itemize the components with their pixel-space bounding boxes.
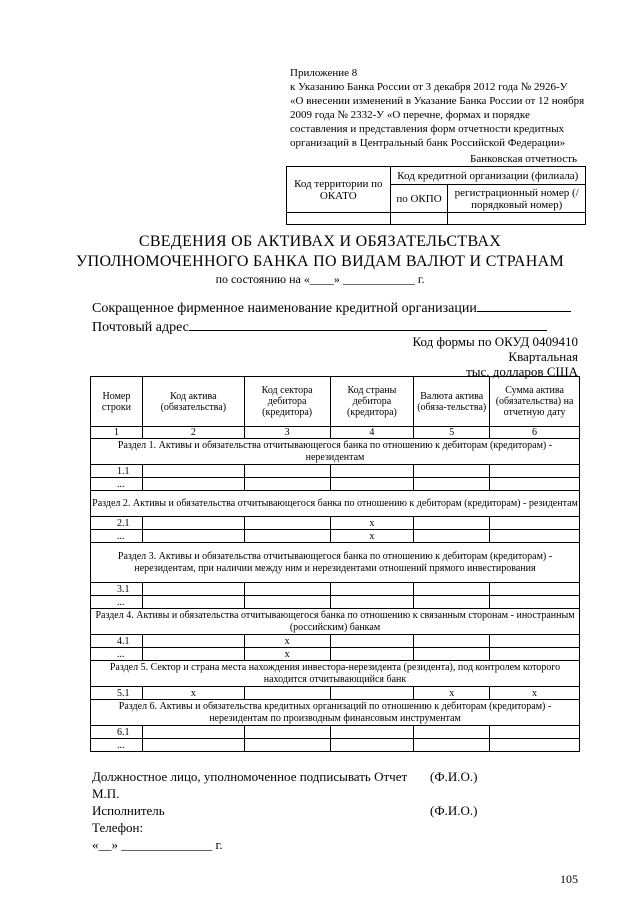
header-cell: Код сектора дебитора (кредитора): [244, 377, 330, 427]
title-line-1: СВЕДЕНИЯ ОБ АКТИВАХ И ОБЯЗАТЕЛЬСТВАХ: [138, 233, 502, 250]
table-cell[interactable]: [142, 635, 244, 648]
okud-code: Код формы по ОКУД 0409410: [412, 334, 578, 349]
col-number: 6: [490, 427, 580, 439]
territory-code-header: Код территории по ОКАТО: [287, 167, 391, 213]
table-cell[interactable]: [244, 465, 330, 478]
column-number-row: [91, 427, 580, 439]
executor-fio: (Ф.И.О.): [430, 803, 478, 818]
appendix-line: 2009 года № 2332-У «О перечне, формах и порядке: [290, 109, 530, 121]
official-fio: (Ф.И.О.): [430, 769, 478, 784]
table-row: [91, 635, 580, 648]
table-cell[interactable]: x: [414, 687, 490, 700]
units-label: тыс. долларов США: [466, 364, 578, 379]
table-cell[interactable]: [414, 739, 490, 752]
table-cell[interactable]: [490, 583, 580, 596]
row-number: 3.1: [91, 583, 143, 596]
table-cell[interactable]: [330, 739, 414, 752]
org-code-header: Код кредитной организации (филиала): [390, 167, 585, 185]
executor-label: Исполнитель: [92, 803, 165, 818]
section-title-row: [91, 491, 580, 517]
row-number: ...: [91, 596, 143, 609]
address-label: Почтовый адрес: [92, 320, 189, 335]
signature-date: «__» ______________ г.: [92, 837, 223, 852]
reg-number-cell[interactable]: [448, 213, 586, 225]
header-cell: Код актива (обязательства): [142, 377, 244, 427]
table-row: [91, 478, 580, 491]
header-cell: Номер строки: [91, 377, 143, 427]
page-number: 105: [560, 872, 578, 886]
appendix-header: [290, 66, 610, 150]
table-cell[interactable]: [244, 530, 330, 543]
table-cell[interactable]: [142, 583, 244, 596]
okpo-header: по ОКПО: [390, 185, 448, 213]
as-of-date: по состоянию на «____» ____________ г.: [215, 272, 425, 286]
table-cell[interactable]: [414, 517, 490, 530]
row-number: 6.1: [91, 726, 143, 739]
table-cell[interactable]: [330, 596, 414, 609]
table-cell[interactable]: [330, 635, 414, 648]
address-field[interactable]: [189, 317, 547, 331]
table-cell[interactable]: [330, 648, 414, 661]
bank-reporting-label: Банковская отчетность: [470, 153, 578, 165]
table-cell[interactable]: [142, 465, 244, 478]
document-title: [0, 232, 640, 272]
table-cell[interactable]: [414, 596, 490, 609]
table-cell[interactable]: [414, 465, 490, 478]
table-row: [91, 596, 580, 609]
table-cell[interactable]: [490, 635, 580, 648]
reg-number-header: регистрационный номер (/порядковый номер): [448, 185, 586, 213]
okpo-cell[interactable]: [390, 213, 448, 225]
section-title-row: [91, 661, 580, 687]
header-cell: Код страны дебитора (кредитора): [330, 377, 414, 427]
main-table: [90, 376, 580, 752]
table-cell[interactable]: x: [142, 687, 244, 700]
row-number: ...: [91, 478, 143, 491]
table-row: [91, 530, 580, 543]
org-name-label: Сокращенное фирменное наименование кредитной организации: [92, 301, 477, 316]
table-row: [91, 648, 580, 661]
table-cell[interactable]: [330, 726, 414, 739]
section-title-row: [91, 700, 580, 726]
header-cell: Сумма актива (обязательства) на отчетную дату: [490, 377, 580, 427]
table-cell[interactable]: [490, 478, 580, 491]
table-cell[interactable]: [490, 530, 580, 543]
table-cell[interactable]: [142, 530, 244, 543]
stamp-label: М.П.: [92, 786, 120, 801]
table-cell[interactable]: x: [490, 687, 580, 700]
territory-code-cell[interactable]: [287, 213, 391, 225]
table-cell[interactable]: [490, 648, 580, 661]
col-number: 3: [244, 427, 330, 439]
table-row: [91, 739, 580, 752]
codes-table: [286, 166, 586, 225]
table-cell[interactable]: x: [244, 635, 330, 648]
table-cell[interactable]: [244, 583, 330, 596]
table-cell[interactable]: [414, 478, 490, 491]
table-cell[interactable]: [244, 739, 330, 752]
table-cell[interactable]: x: [330, 517, 414, 530]
table-cell[interactable]: [244, 687, 330, 700]
table-cell[interactable]: [142, 478, 244, 491]
table-cell[interactable]: [142, 517, 244, 530]
form-code-block: [413, 334, 578, 379]
section-title: Раздел 3. Активы и обязательства отчитывающегося банка по отношению к дебиторам (кредиторам) - нерезидентам, при наличии между ним и нерезидентами отношений прямого инвестирования: [91, 543, 580, 583]
table-cell[interactable]: [244, 596, 330, 609]
table-cell[interactable]: [490, 739, 580, 752]
table-cell[interactable]: [330, 583, 414, 596]
table-cell[interactable]: [414, 648, 490, 661]
col-number: 1: [91, 427, 143, 439]
section-title: Раздел 1. Активы и обязательства отчитывающегося банка по отношению к дебиторам (кредиторам) - нерезидентам: [91, 439, 580, 465]
appendix-line: Приложение 8: [290, 67, 358, 79]
table-cell[interactable]: [490, 465, 580, 478]
header-cell: Валюта актива (обяза-тельства): [414, 377, 490, 427]
table-cell[interactable]: [330, 465, 414, 478]
phone-label: Телефон:: [92, 820, 144, 835]
section-title: Раздел 5. Сектор и страна места нахождения инвестора-нерезидента (резидента), под контролем которого находится отчитывающийся банк: [91, 661, 580, 687]
row-number: 5.1: [91, 687, 143, 700]
section-title: Раздел 4. Активы и обязательства отчитывающегося банка по отношению к связанным сторонам - иностранным (российским) банкам: [91, 609, 580, 635]
official-label: Должностное лицо, уполномоченное подписывать Отчет: [92, 769, 408, 784]
table-cell[interactable]: [244, 517, 330, 530]
table-cell[interactable]: x: [244, 648, 330, 661]
table-cell[interactable]: [142, 739, 244, 752]
org-info: [92, 298, 571, 336]
table-row: [91, 583, 580, 596]
col-number: 5: [414, 427, 490, 439]
col-number: 2: [142, 427, 244, 439]
table-cell[interactable]: [414, 530, 490, 543]
row-number: ...: [91, 648, 143, 661]
appendix-line: составления и представления форм отчетности кредитных: [290, 123, 565, 135]
title-line-2: УПОЛНОМОЧЕННОГО БАНКА ПО ВИДАМ ВАЛЮТ И СТРАНАМ: [75, 253, 564, 270]
table-cell[interactable]: [330, 687, 414, 700]
period-label: Квартальная: [508, 349, 578, 364]
table-cell[interactable]: [244, 726, 330, 739]
table-cell[interactable]: x: [330, 530, 414, 543]
row-number: ...: [91, 739, 143, 752]
table-cell[interactable]: [490, 726, 580, 739]
table-row: [91, 465, 580, 478]
table-cell[interactable]: [414, 726, 490, 739]
section-title-row: [91, 609, 580, 635]
table-cell[interactable]: [414, 635, 490, 648]
appendix-line: организаций в Центральный банк Российской Федерации»: [290, 137, 566, 149]
row-number: ...: [91, 530, 143, 543]
org-name-field[interactable]: [477, 298, 571, 312]
table-cell[interactable]: [490, 596, 580, 609]
appendix-line: к Указанию Банка России от 3 декабря 2012 года № 2926-У: [290, 81, 568, 93]
table-cell[interactable]: [142, 726, 244, 739]
appendix-line: «О внесении изменений в Указание Банка России от 12 ноября: [290, 95, 585, 107]
table-row: [91, 517, 580, 530]
section-title: Раздел 6. Активы и обязательства кредитных организаций по отношению к дебиторам (кредиторам) - нерезидентам по производным финансовым инструментам: [91, 700, 580, 726]
signature-block: [92, 768, 612, 853]
row-number: 1.1: [91, 465, 143, 478]
table-cell[interactable]: [142, 648, 244, 661]
row-number: 2.1: [91, 517, 143, 530]
table-cell[interactable]: [142, 596, 244, 609]
header-row: [91, 377, 580, 427]
row-number: 4.1: [91, 635, 143, 648]
table-cell[interactable]: [490, 517, 580, 530]
section-title-row: [91, 439, 580, 465]
section-title: Раздел 2. Активы и обязательства отчитывающегося банка по отношению к дебиторам (кредиторам) - резидентам: [91, 491, 580, 517]
table-cell[interactable]: [414, 583, 490, 596]
section-title-row: [91, 543, 580, 583]
col-number: 4: [330, 427, 414, 439]
table-cell[interactable]: [244, 478, 330, 491]
table-cell[interactable]: [330, 478, 414, 491]
table-row: [91, 687, 580, 700]
table-row: [91, 726, 580, 739]
